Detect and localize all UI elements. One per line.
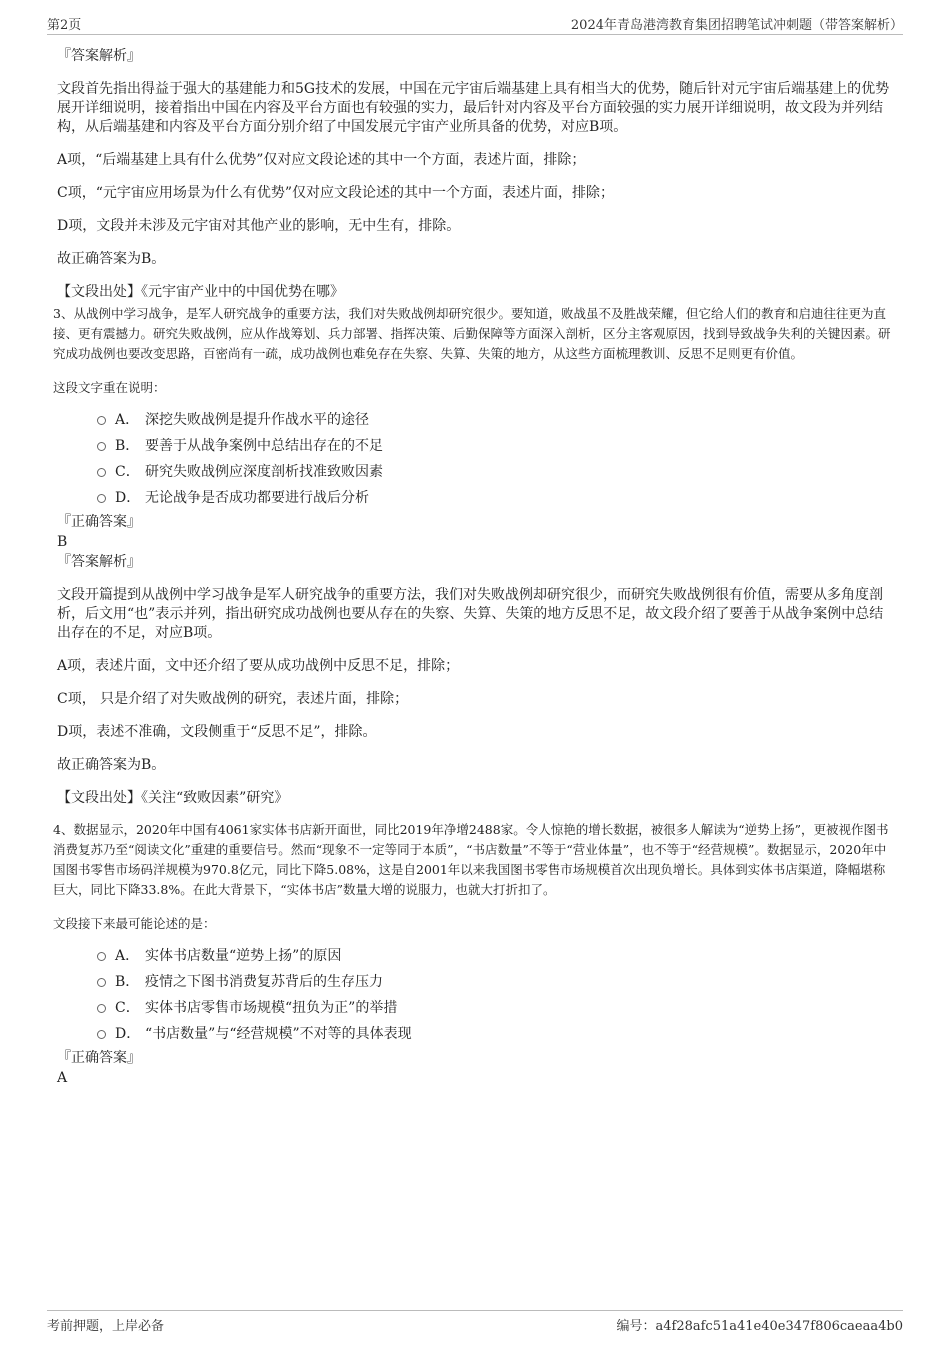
analysis-option-a: A项，表述片面，文中还介绍了要从成功战例中反思不足，排除； — [57, 658, 460, 674]
analysis-conclusion: 故正确答案为B。 — [57, 251, 166, 267]
question-4-option-a[interactable]: A． 实体书店数量“逆势上扬”的原因 — [57, 946, 893, 972]
analysis-option-c: C项，“元宇宙应用场景为什么有优势”仅对应文段论述的其中一个方面，表述片面，排除； — [57, 185, 615, 201]
analysis-text: 文段首先指出得益于强大的基建能力和5G技术的发展，中国在元宇宙后端基建上具有相当大的优势，随后针对元宇宙后端基建上的优势展开详细说明，接着指出中国在内容及平台方面也有较强的实力，最后针对内容及平台方面较强的实力展开详细说明，故文段为并列结构，从后端基建和内容及平台方面分别介绍了中国发展元宇宙产业所具备的优势，对应B项。 — [57, 81, 890, 135]
analysis-text: 文段开篇提到从战例中学习战争是军人研究战争的重要方法，我们对失败战例却研究很少，而研究失败战例很有价值，需要从多角度剖析，后文用“也”表示并列，指出研究成功战例也要从存在的失察、失算、失策的地方反思不足，故文段介绍了要善于从战争案例中总结出存在的不足，对应B项。 — [57, 587, 884, 641]
analysis-option-d: D项，表述不准确，文段侧重于“反思不足”，排除。 — [57, 724, 377, 740]
question-4-options — [57, 946, 893, 1050]
radio-icon[interactable] — [97, 416, 106, 425]
question-3-options — [57, 410, 893, 514]
analysis-conclusion: 故正确答案为B。 — [57, 757, 166, 773]
question-3-option-d[interactable]: D． 无论战争是否成功都要进行战后分析 — [57, 488, 893, 514]
question-4-text: 4、数据显示，2020年中国有4061家实体书店新开面世，同比2019年净增2488家。令人惊艳的增长数据，被很多人解读为“逆势上扬”，更被视作图书消费复苏乃至“阅读文化”重建的重要信号。然而“现象不一定等同于本质”，“书店数量”不等于“营业体量”，也不等于“经营规模”。数据显示，2020年中国图书零售市场码洋规模为970.8亿元，同比下降5.08%，这是自2001年以来我国图书零售市场规模首次出现负增长。具体到实体书店渠道，降幅堪称巨大，同比下降33.8%。在此大背景下，“实体书店”数量大增的说服力，也就大打折扣了。 — [53, 822, 889, 897]
answer-value: A — [57, 1070, 68, 1086]
question-4-option-b[interactable]: B． 疫情之下图书消费复苏背后的生存压力 — [57, 972, 893, 998]
page-header — [47, 14, 903, 35]
radio-icon[interactable] — [97, 494, 106, 503]
question-4-option-c[interactable]: C． 实体书店零售市场规模“扭负为正”的举措 — [57, 998, 893, 1024]
radio-icon[interactable] — [97, 952, 106, 961]
page-footer — [47, 1310, 903, 1335]
answer-label: 『正确答案』 — [57, 1050, 141, 1066]
question-4-prompt: 文段接下来最可能论述的是： — [53, 916, 216, 931]
question-3-option-a[interactable]: A． 深挖失败战例是提升作战水平的途径 — [57, 410, 893, 436]
question-3-option-b[interactable]: B． 要善于从战争案例中总结出存在的不足 — [57, 436, 893, 462]
document-title: 2024年青岛港湾教育集团招聘笔试冲刺题（带答案解析） — [570, 18, 903, 33]
analysis-source: 【文段出处】《关注“致败因素”研究》 — [57, 790, 289, 806]
analysis-option-a: A项，“后端基建上具有什么优势”仅对应文段论述的其中一个方面，表述片面，排除； — [57, 152, 586, 168]
radio-icon[interactable] — [97, 978, 106, 987]
page-number: 第2页 — [47, 18, 82, 33]
question-3-text: 3、从战例中学习战争，是军人研究战争的重要方法，我们对失败战例却研究很少。要知道，败战虽不及胜战荣耀，但它给人们的教育和启迪往往更为直接、更有震撼力。研究失败战例，应从作战筹划、兵力部署、指挥决策、后勤保障等方面深入剖析，区分主客观原因，找到导致战争失利的关键因素。研究成功战例也要改变思路，百密尚有一疏，成功战例也难免存在失察、失算、失策的地方，从这些方面梳理教训、反思不足则更有价值。 — [53, 306, 891, 361]
answer-value: B — [57, 534, 68, 550]
analysis-option-d: D项，文段并未涉及元宇宙对其他产业的影响，无中生有，排除。 — [57, 218, 461, 234]
analysis-option-c: C项， 只是介绍了对失败战例的研究，表述片面，排除； — [57, 691, 409, 707]
document-id: 编号：a4f28afc51a41e40e347f806caeaa4b0 — [616, 1319, 903, 1334]
radio-icon[interactable] — [97, 442, 106, 451]
question-3-option-c[interactable]: C． 研究失败战例应深度剖析找准致败因素 — [57, 462, 893, 488]
document-body — [53, 46, 893, 1088]
answer-label: 『正确答案』 — [57, 514, 141, 530]
footer-slogan: 考前押题，上岸必备 — [47, 1319, 165, 1334]
analysis-source: 【文段出处】《元宇宙产业中的中国优势在哪》 — [57, 284, 344, 300]
radio-icon[interactable] — [97, 468, 106, 477]
analysis-label: 『答案解析』 — [57, 48, 141, 64]
radio-icon[interactable] — [97, 1004, 106, 1013]
analysis-label: 『答案解析』 — [57, 554, 141, 570]
question-4-option-d[interactable]: D． “书店数量”与“经营规模”不对等的具体表现 — [57, 1024, 893, 1050]
question-3-prompt: 这段文字重在说明： — [53, 380, 166, 395]
radio-icon[interactable] — [97, 1030, 106, 1039]
